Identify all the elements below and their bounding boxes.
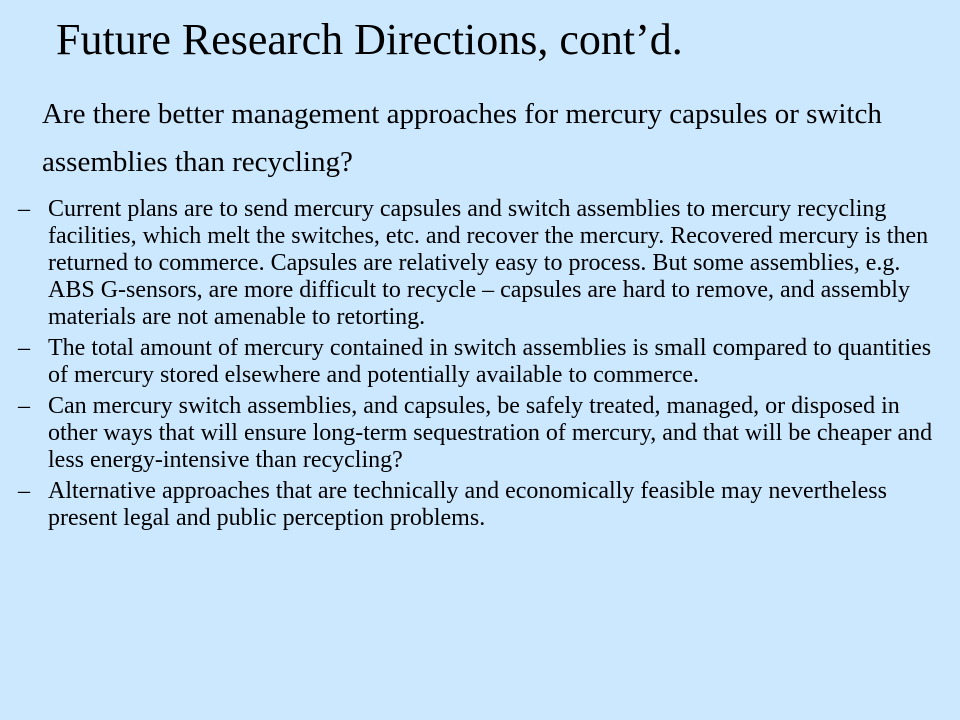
bullet-item [18, 478, 948, 532]
bullet-dash: – [18, 196, 30, 222]
bullet-item [18, 335, 948, 389]
bullet-text: The total amount of mercury contained in switch assemblies is small compared to quantities of mercury stored elsewhere and potentially available to commerce. [48, 335, 932, 388]
bullet-dash: – [18, 335, 30, 361]
bullet-item [18, 393, 948, 474]
bullet-dash: – [18, 478, 30, 504]
bullet-item [18, 196, 948, 331]
slide-title: Future Research Directions, cont’d. [56, 15, 683, 64]
bullet-text: Can mercury switch assemblies, and capsules, be safely treated, managed, or disposed in other ways that will ensure long-term sequestration of mercury, and that will be cheaper and less energy-intensive than recycling? [48, 393, 933, 473]
bullet-list [18, 196, 948, 536]
bullet-text: Alternative approaches that are technically and economically feasible may nevertheless present legal and public perception problems. [48, 478, 887, 531]
research-question: Are there better management approaches for mercury capsules or switch assemblies than recycling? [42, 98, 882, 178]
bullet-text: Current plans are to send mercury capsules and switch assemblies to mercury recycling facilities, which melt the switches, etc. and recover the mercury. Recovered mercury is then returned to commerce. Capsules are relatively easy to process. But some assemblies, e.g. ABS G-sensors, are more difficult to recycle – capsules are hard to remove, and assembly materials are not amenable to retorting. [48, 196, 929, 330]
bullet-dash: – [18, 393, 30, 419]
